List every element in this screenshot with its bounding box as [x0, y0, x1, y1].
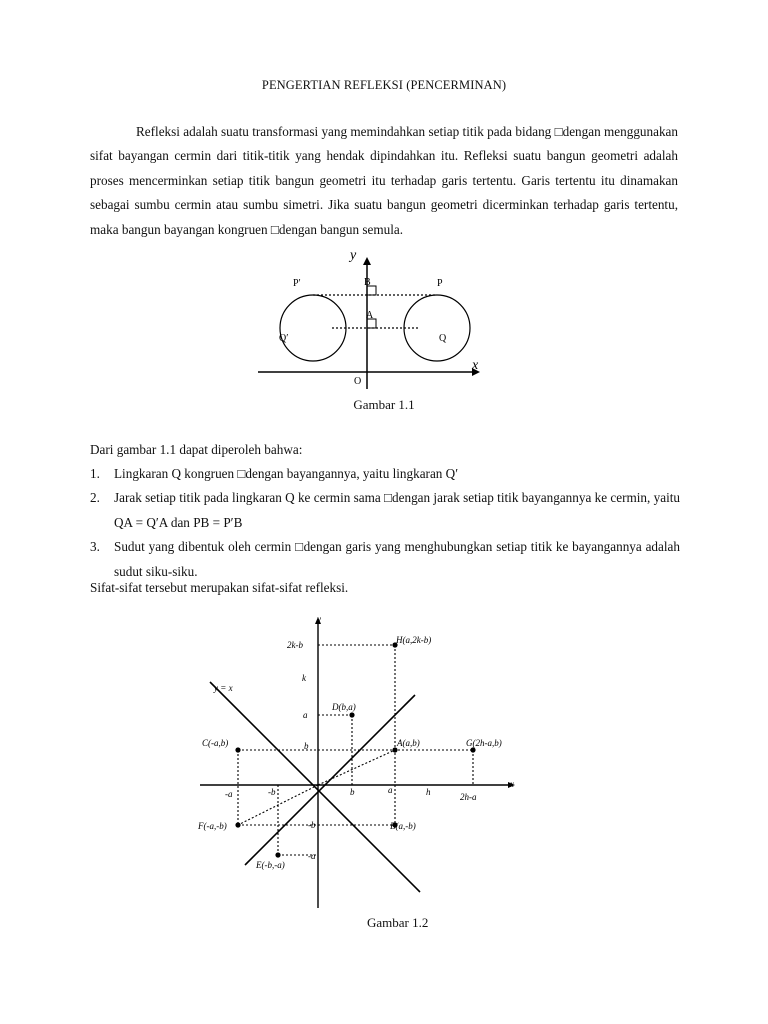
fig1-label-y: y — [350, 248, 357, 263]
fig2-tick-y-nb: -b — [308, 820, 316, 830]
list-text: Jarak setiap titik pada lingkaran Q ke cermin sama □dengan jarak setiap titik bayangannya ke cermin, yaitu QA = Q′A dan PB = P′B — [114, 490, 680, 530]
page-title: PENGERTIAN REFLEKSI (PENCERMINAN) — [261, 78, 507, 92]
fig2-label-x: x — [510, 779, 514, 789]
fig1-label-a: A — [366, 310, 374, 321]
fig2-tick-x-h: h — [426, 787, 431, 797]
closing-sentence: Sifat-sifat tersebut merupakan sifat-sifat refleksi. — [90, 580, 349, 595]
list-item — [90, 535, 680, 584]
fig1-label-x: x — [472, 358, 479, 373]
fig1-label-q: Q — [439, 333, 447, 344]
fig1-label-p: P — [437, 278, 443, 289]
figure-1-diagram — [250, 245, 490, 395]
fig2-label-b: B(a,-b) — [390, 821, 416, 831]
list-intro: Dari gambar 1.1 dapat diperoleh bahwa: — [90, 442, 303, 457]
paragraph-text: Refleksi adalah suatu transformasi yang memindahkan setiap titik pada bidang □dengan menggunakan sifat bayangan cermin dari titik-titik yang hendak dipindahkan itu. Refleksi suatu bangun geometri adalah proses mencerminkan setiap titik bangun geometri itu terhadap garis tertentu. Garis tertentu itu dinamakan sebagai sumbu cermin atau sumbu simetri. Jika suatu bangun geometri dicerminkan terhadap garis tertentu, maka bangun bayangan kongruen □dengan bangun semula. — [90, 124, 678, 237]
fig2-label-h: H(a,2k-b) — [396, 635, 432, 645]
list-text: Lingkaran Q kongruen □dengan bayangannya, yaitu lingkaran Q′ — [114, 466, 459, 481]
list-number: 1. — [90, 466, 100, 481]
fig2-label-y: y — [317, 614, 321, 624]
fig2-label-f: F(-a,-b) — [198, 821, 227, 831]
list-text: Sudut yang dibentuk oleh cermin □dengan garis yang menghubungkan setiap titik ke bayangannya adalah sudut siku-siku. — [114, 539, 680, 579]
fig2-tick-x-a: a — [388, 785, 393, 795]
fig2-tick-x-2ha: 2h-a — [460, 792, 477, 802]
fig2-label-a: A(a,b) — [397, 738, 420, 748]
fig2-label-d: D(b,a) — [332, 702, 356, 712]
fig2-tick-y-k: k — [302, 673, 306, 683]
properties-list — [90, 462, 680, 584]
list-item — [90, 462, 680, 486]
fig2-tick-x-b: b — [350, 787, 355, 797]
fig2-tick-x-na: -a — [225, 789, 233, 799]
fig2-label-g: G(2h-a,b) — [466, 738, 502, 748]
figure-2-diagram — [190, 610, 530, 910]
fig2-label-c: C(-a,b) — [202, 738, 229, 748]
figure-2-caption: Gambar 1.2 — [367, 915, 429, 930]
fig1-label-b: B — [364, 277, 371, 288]
fig1-label-p-prime: P′ — [293, 278, 301, 289]
fig2-tick-y-na: -a — [308, 851, 316, 861]
fig1-label-q-prime: Q′ — [279, 333, 289, 344]
list-number: 2. — [90, 490, 100, 506]
fig2-tick-y-2kb: 2k-b — [287, 640, 303, 650]
fig2-label-line: y = x — [214, 683, 233, 693]
fig2-tick-y-a: a — [303, 710, 308, 720]
list-item — [90, 486, 680, 535]
fig2-tick-y-b: b — [304, 741, 309, 751]
figure-1-caption: Gambar 1.1 — [353, 397, 415, 412]
fig1-label-o: O — [354, 376, 362, 387]
fig2-label-e: E(-b,-a) — [256, 860, 285, 870]
intro-paragraph — [90, 120, 678, 242]
fig2-tick-x-nb: -b — [268, 787, 276, 797]
list-number: 3. — [90, 539, 100, 555]
